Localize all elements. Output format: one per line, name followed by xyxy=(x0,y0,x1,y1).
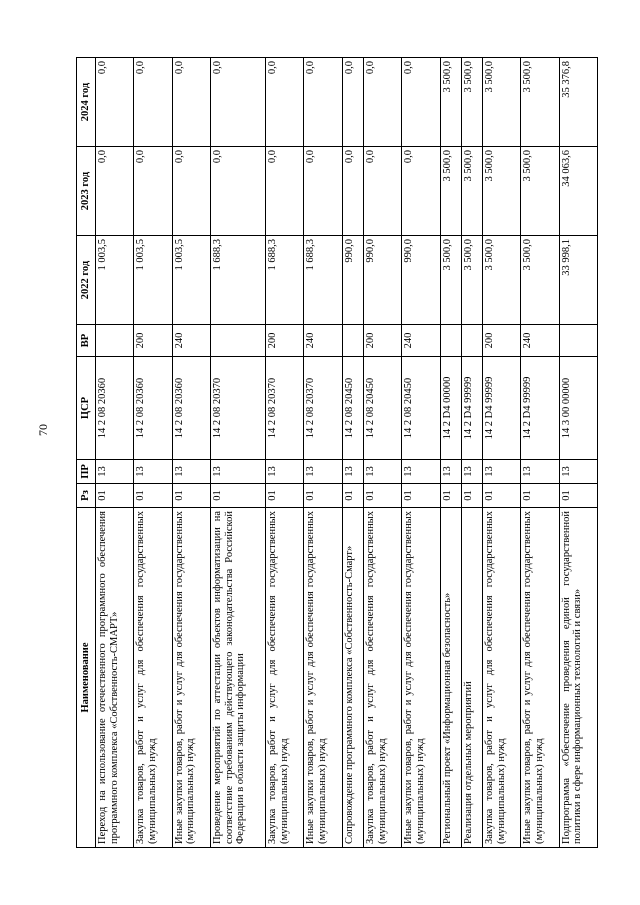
cell-y2023: 3 500,0 xyxy=(521,147,559,236)
cell-pr: 13 xyxy=(483,460,521,484)
header-vr: ВР xyxy=(77,325,96,357)
cell-rz: 01 xyxy=(210,484,265,508)
cell-name: Закупка товаров, работ и услуг для обеспечения государственных (муниципальных) нужд xyxy=(134,508,172,848)
cell-csr: 14 2 08 20450 xyxy=(402,357,440,460)
cell-y2022: 990,0 xyxy=(342,236,363,325)
cell-y2022: 3 500,0 xyxy=(461,236,482,325)
cell-y2023: 0,0 xyxy=(304,147,342,236)
cell-vr xyxy=(559,325,597,357)
cell-name: Реализация отдельных мероприятий xyxy=(461,508,482,848)
cell-y2024: 0,0 xyxy=(172,58,210,147)
cell-y2024: 0,0 xyxy=(96,58,134,147)
cell-csr: 14 2 D4 99999 xyxy=(483,357,521,460)
cell-y2023: 0,0 xyxy=(363,147,401,236)
budget-table-container xyxy=(76,58,598,848)
cell-y2022: 3 500,0 xyxy=(521,236,559,325)
cell-csr: 14 2 08 20370 xyxy=(210,357,265,460)
cell-csr: 14 2 08 20450 xyxy=(363,357,401,460)
cell-y2022: 1 688,3 xyxy=(266,236,304,325)
cell-rz: 01 xyxy=(96,484,134,508)
cell-y2023: 3 500,0 xyxy=(483,147,521,236)
cell-y2022: 1 003,5 xyxy=(134,236,172,325)
cell-y2023: 0,0 xyxy=(134,147,172,236)
cell-rz: 01 xyxy=(304,484,342,508)
cell-y2023: 34 063,6 xyxy=(559,147,597,236)
cell-rz: 01 xyxy=(402,484,440,508)
cell-rz: 01 xyxy=(266,484,304,508)
cell-y2023: 0,0 xyxy=(172,147,210,236)
cell-vr xyxy=(461,325,482,357)
cell-vr xyxy=(210,325,265,357)
cell-vr: 240 xyxy=(402,325,440,357)
cell-rz: 01 xyxy=(440,484,461,508)
table-row xyxy=(363,58,401,848)
table-row xyxy=(210,58,265,848)
table-row xyxy=(342,58,363,848)
cell-name: Закупка товаров, работ и услуг для обеспечения государственных (муниципальных) нужд xyxy=(363,508,401,848)
cell-csr: 14 2 08 20450 xyxy=(342,357,363,460)
cell-pr: 13 xyxy=(461,460,482,484)
cell-pr: 13 xyxy=(559,460,597,484)
cell-csr: 14 3 00 00000 xyxy=(559,357,597,460)
cell-pr: 13 xyxy=(172,460,210,484)
cell-pr: 13 xyxy=(304,460,342,484)
header-name: Наименование xyxy=(77,508,96,848)
table-row xyxy=(440,58,461,848)
cell-csr: 14 2 08 20370 xyxy=(266,357,304,460)
cell-rz: 01 xyxy=(461,484,482,508)
cell-csr: 14 2 08 20360 xyxy=(134,357,172,460)
cell-csr: 14 2 08 20360 xyxy=(96,357,134,460)
header-pr: ПР xyxy=(77,460,96,484)
cell-y2024: 0,0 xyxy=(304,58,342,147)
cell-y2024: 0,0 xyxy=(134,58,172,147)
cell-y2022: 1 688,3 xyxy=(304,236,342,325)
cell-csr: 14 2 D4 00000 xyxy=(440,357,461,460)
header-row xyxy=(77,58,96,848)
cell-pr: 13 xyxy=(342,460,363,484)
cell-y2022: 1 003,5 xyxy=(172,236,210,325)
cell-csr: 14 2 08 20370 xyxy=(304,357,342,460)
header-2022: 2022 год xyxy=(77,236,96,325)
cell-y2024: 3 500,0 xyxy=(521,58,559,147)
cell-y2022: 1 688,3 xyxy=(210,236,265,325)
cell-y2022: 3 500,0 xyxy=(483,236,521,325)
table-row xyxy=(521,58,559,848)
cell-rz: 01 xyxy=(363,484,401,508)
cell-rz: 01 xyxy=(483,484,521,508)
cell-vr: 200 xyxy=(363,325,401,357)
cell-y2022: 3 500,0 xyxy=(440,236,461,325)
cell-pr: 13 xyxy=(134,460,172,484)
cell-y2024: 3 500,0 xyxy=(461,58,482,147)
cell-y2024: 3 500,0 xyxy=(483,58,521,147)
cell-y2022: 33 998,1 xyxy=(559,236,597,325)
cell-pr: 13 xyxy=(402,460,440,484)
cell-vr: 200 xyxy=(266,325,304,357)
cell-pr: 13 xyxy=(521,460,559,484)
table-row xyxy=(266,58,304,848)
header-csr: ЦСР xyxy=(77,357,96,460)
table-row xyxy=(402,58,440,848)
cell-pr: 13 xyxy=(266,460,304,484)
cell-rz: 01 xyxy=(521,484,559,508)
table-row xyxy=(559,58,597,848)
cell-name: Закупка товаров, работ и услуг для обеспечения государственных (муниципальных) нужд xyxy=(483,508,521,848)
cell-y2022: 990,0 xyxy=(363,236,401,325)
cell-name: Сопровождение программного комплекса «Собственность-Смарт» xyxy=(342,508,363,848)
table-row xyxy=(304,58,342,848)
cell-y2024: 35 376,8 xyxy=(559,58,597,147)
cell-rz: 01 xyxy=(172,484,210,508)
table-row xyxy=(96,58,134,848)
cell-vr xyxy=(440,325,461,357)
page-number: 70 xyxy=(36,424,50,436)
cell-y2023: 0,0 xyxy=(342,147,363,236)
cell-pr: 13 xyxy=(210,460,265,484)
cell-name: Региональный проект «Информационная безопасность» xyxy=(440,508,461,848)
cell-y2023: 0,0 xyxy=(266,147,304,236)
header-rz: Рз xyxy=(77,484,96,508)
cell-y2023: 0,0 xyxy=(210,147,265,236)
cell-y2024: 0,0 xyxy=(210,58,265,147)
cell-name: Проведение мероприятий по аттестации объектов информатизации на соответствие требованиям действующего законодательства Российской Федерации в области защиты информации xyxy=(210,508,265,848)
cell-csr: 14 2 D4 99999 xyxy=(521,357,559,460)
cell-rz: 01 xyxy=(342,484,363,508)
cell-rz: 01 xyxy=(559,484,597,508)
cell-y2022: 1 003,5 xyxy=(96,236,134,325)
cell-vr: 240 xyxy=(172,325,210,357)
cell-name: Иные закупки товаров, работ и услуг для обеспечения государственных (муниципальных) нужд xyxy=(521,508,559,848)
cell-y2024: 0,0 xyxy=(266,58,304,147)
cell-y2023: 0,0 xyxy=(402,147,440,236)
table-body xyxy=(96,58,598,848)
cell-vr xyxy=(96,325,134,357)
cell-y2024: 0,0 xyxy=(402,58,440,147)
table-row xyxy=(172,58,210,848)
cell-vr: 240 xyxy=(304,325,342,357)
cell-y2023: 0,0 xyxy=(96,147,134,236)
table-row xyxy=(483,58,521,848)
cell-pr: 13 xyxy=(440,460,461,484)
cell-vr xyxy=(342,325,363,357)
cell-name: Иные закупки товаров, работ и услуг для обеспечения государственных (муниципальных) нужд xyxy=(304,508,342,848)
cell-y2024: 3 500,0 xyxy=(440,58,461,147)
cell-y2024: 0,0 xyxy=(363,58,401,147)
cell-rz: 01 xyxy=(134,484,172,508)
table-row xyxy=(134,58,172,848)
cell-pr: 13 xyxy=(96,460,134,484)
cell-y2023: 3 500,0 xyxy=(461,147,482,236)
header-2024: 2024 год xyxy=(77,58,96,147)
cell-vr: 240 xyxy=(521,325,559,357)
cell-y2022: 990,0 xyxy=(402,236,440,325)
cell-name: Закупка товаров, работ и услуг для обеспечения государственных (муниципальных) нужд xyxy=(266,508,304,848)
cell-name: Иные закупки товаров, работ и услуг для обеспечения государственных (муниципальных) нужд xyxy=(172,508,210,848)
cell-vr: 200 xyxy=(134,325,172,357)
cell-pr: 13 xyxy=(363,460,401,484)
cell-y2023: 3 500,0 xyxy=(440,147,461,236)
cell-name: Иные закупки товаров, работ и услуг для обеспечения государственных (муниципальных) нужд xyxy=(402,508,440,848)
cell-name: Подпрограмма «Обеспечение проведения единой государственной политики в сфере информационных технологий и связи» xyxy=(559,508,597,848)
cell-csr: 14 2 D4 99999 xyxy=(461,357,482,460)
budget-table xyxy=(76,57,598,848)
table-row xyxy=(461,58,482,848)
cell-vr: 200 xyxy=(483,325,521,357)
cell-csr: 14 2 08 20360 xyxy=(172,357,210,460)
header-2023: 2023 год xyxy=(77,147,96,236)
cell-y2024: 0,0 xyxy=(342,58,363,147)
cell-name: Переход на использование отечественного программного обеспечения программного комплекса «Собственность-СМАРТ» xyxy=(96,508,134,848)
